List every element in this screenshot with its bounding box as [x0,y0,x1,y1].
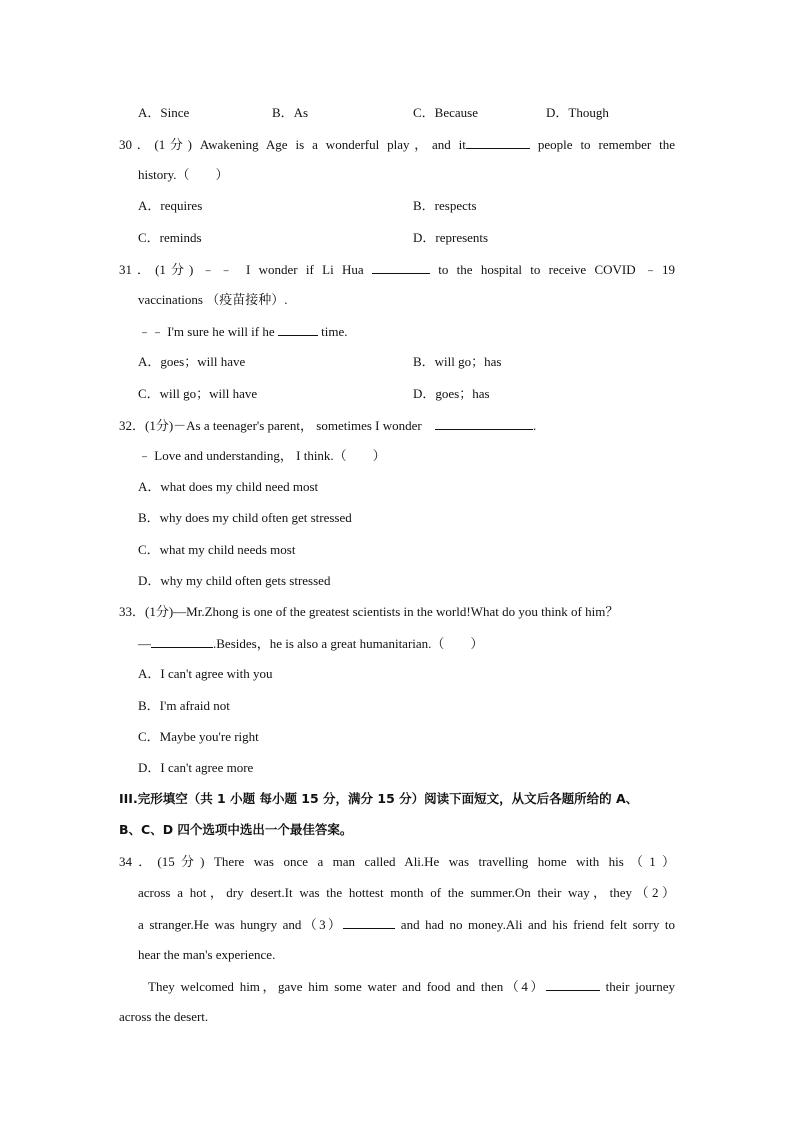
q33-option-b: B．I'm afraid not [138,698,230,713]
q31-option-d: D．goes；has [413,386,490,401]
q34-line5-a: They welcomed him，gave him some water and food and then（4） [148,979,546,994]
q30-line2: history.（ ） [138,167,229,182]
q34-line3-a: a stranger.He was hungry and（3） [138,917,344,932]
q32-number: 32．(1分) [119,418,174,433]
q31-line3-a: ﹣﹣ I'm sure he will if he [138,324,275,339]
q34-line4: hear the man's experience. [138,947,276,962]
q33-text: —Mr.Zhong is one of the greatest scientists in the world!What do you think of him？ [173,604,619,619]
q31-line3 [138,323,675,340]
q30-option-b: B．respects [413,198,477,213]
q33-line2-a: — [138,636,151,651]
q34-line5-b: their journey [605,979,675,994]
q34-line3-b: and had no money.Ali and his friend felt sorry to [400,917,676,932]
q32-text-a: －As a teenager's parent， sometimes I wonder [173,418,422,433]
q29-option-c: C．Because [413,105,478,120]
q33-option-d: D．I can't agree more [138,760,254,775]
answer-blank [546,978,600,991]
q33-number: 33．(1分) [119,604,174,619]
q30-text-before: Awakening Age is a wonderful play，and it [199,137,466,152]
q31-line3-b: time. [321,324,348,339]
q29-option-a: A．Since [138,105,190,120]
q34-line6: across the desert. [119,1009,209,1024]
q30-line1 [119,136,675,153]
q29-option-d: D．Though [546,105,609,120]
q31-option-c: C．will go；will have [138,386,258,401]
q33-line1 [119,604,675,620]
q34-line5 [148,978,675,995]
q30-text-after: people to remember the [537,137,676,152]
q32-option-c: C．what my child needs most [138,542,296,557]
section-heading-line2: B、C、D 四个选项中选出一个最佳答案。 [119,822,353,837]
q31-line2: vaccinations （疫苗接种）. [138,292,288,307]
q31-number: 31．(1分) [119,262,194,277]
q32-option-d: D．why my child often gets stressed [138,573,331,588]
q31-text-a: ﹣﹣ I wonder if Li Hua [201,262,364,277]
q32-text-b: . [532,418,537,433]
section-heading-line1: III.完形填空（共 1 小题 每小题 15 分，满分 15 分）阅读下面短文，从文后各题所给的 A、 [119,791,639,806]
q32-option-b: B．why does my child often get stressed [138,510,352,525]
answer-blank [343,916,395,929]
q30-number: 30．(1分) [119,137,192,152]
q33-line2 [138,635,675,652]
q32-option-a: A．what does my child need most [138,479,319,494]
q34-number: 34．(15分) [119,854,205,869]
answer-blank [466,136,530,149]
q33-line2-b: .Besides，he is also a great humanitarian.（ ） [213,636,484,651]
q33-option-a: A．I can't agree with you [138,666,273,681]
answer-blank [278,323,318,336]
q32-line2: ﹣ Love and understanding， I think.（ ） [138,448,386,463]
q33-option-c: C．Maybe you're right [138,729,259,744]
answer-blank [372,261,430,274]
q30-option-c: C．reminds [138,230,202,245]
q31-line1 [119,261,675,278]
q31-text-b: to the hospital to receive COVID ﹣19 [438,262,675,277]
q34-line2: across a hot，dry desert.It was the hottest month of the summer.On their way，they（2） [138,885,675,900]
q30-option-d: D．represents [413,230,489,245]
q34-text: There was once a man called Ali.He was travelling home with his（1） [213,854,675,869]
q30-option-a: A．requires [138,198,203,213]
q32-line1 [119,417,675,434]
q31-option-b: B．will go；has [413,354,502,369]
q34-line3 [138,916,675,933]
q29-option-b: B．As [272,105,309,120]
q34-line1 [119,854,675,870]
answer-blank [435,417,533,430]
q31-option-a: A．goes；will have [138,354,246,369]
answer-blank [151,635,213,648]
